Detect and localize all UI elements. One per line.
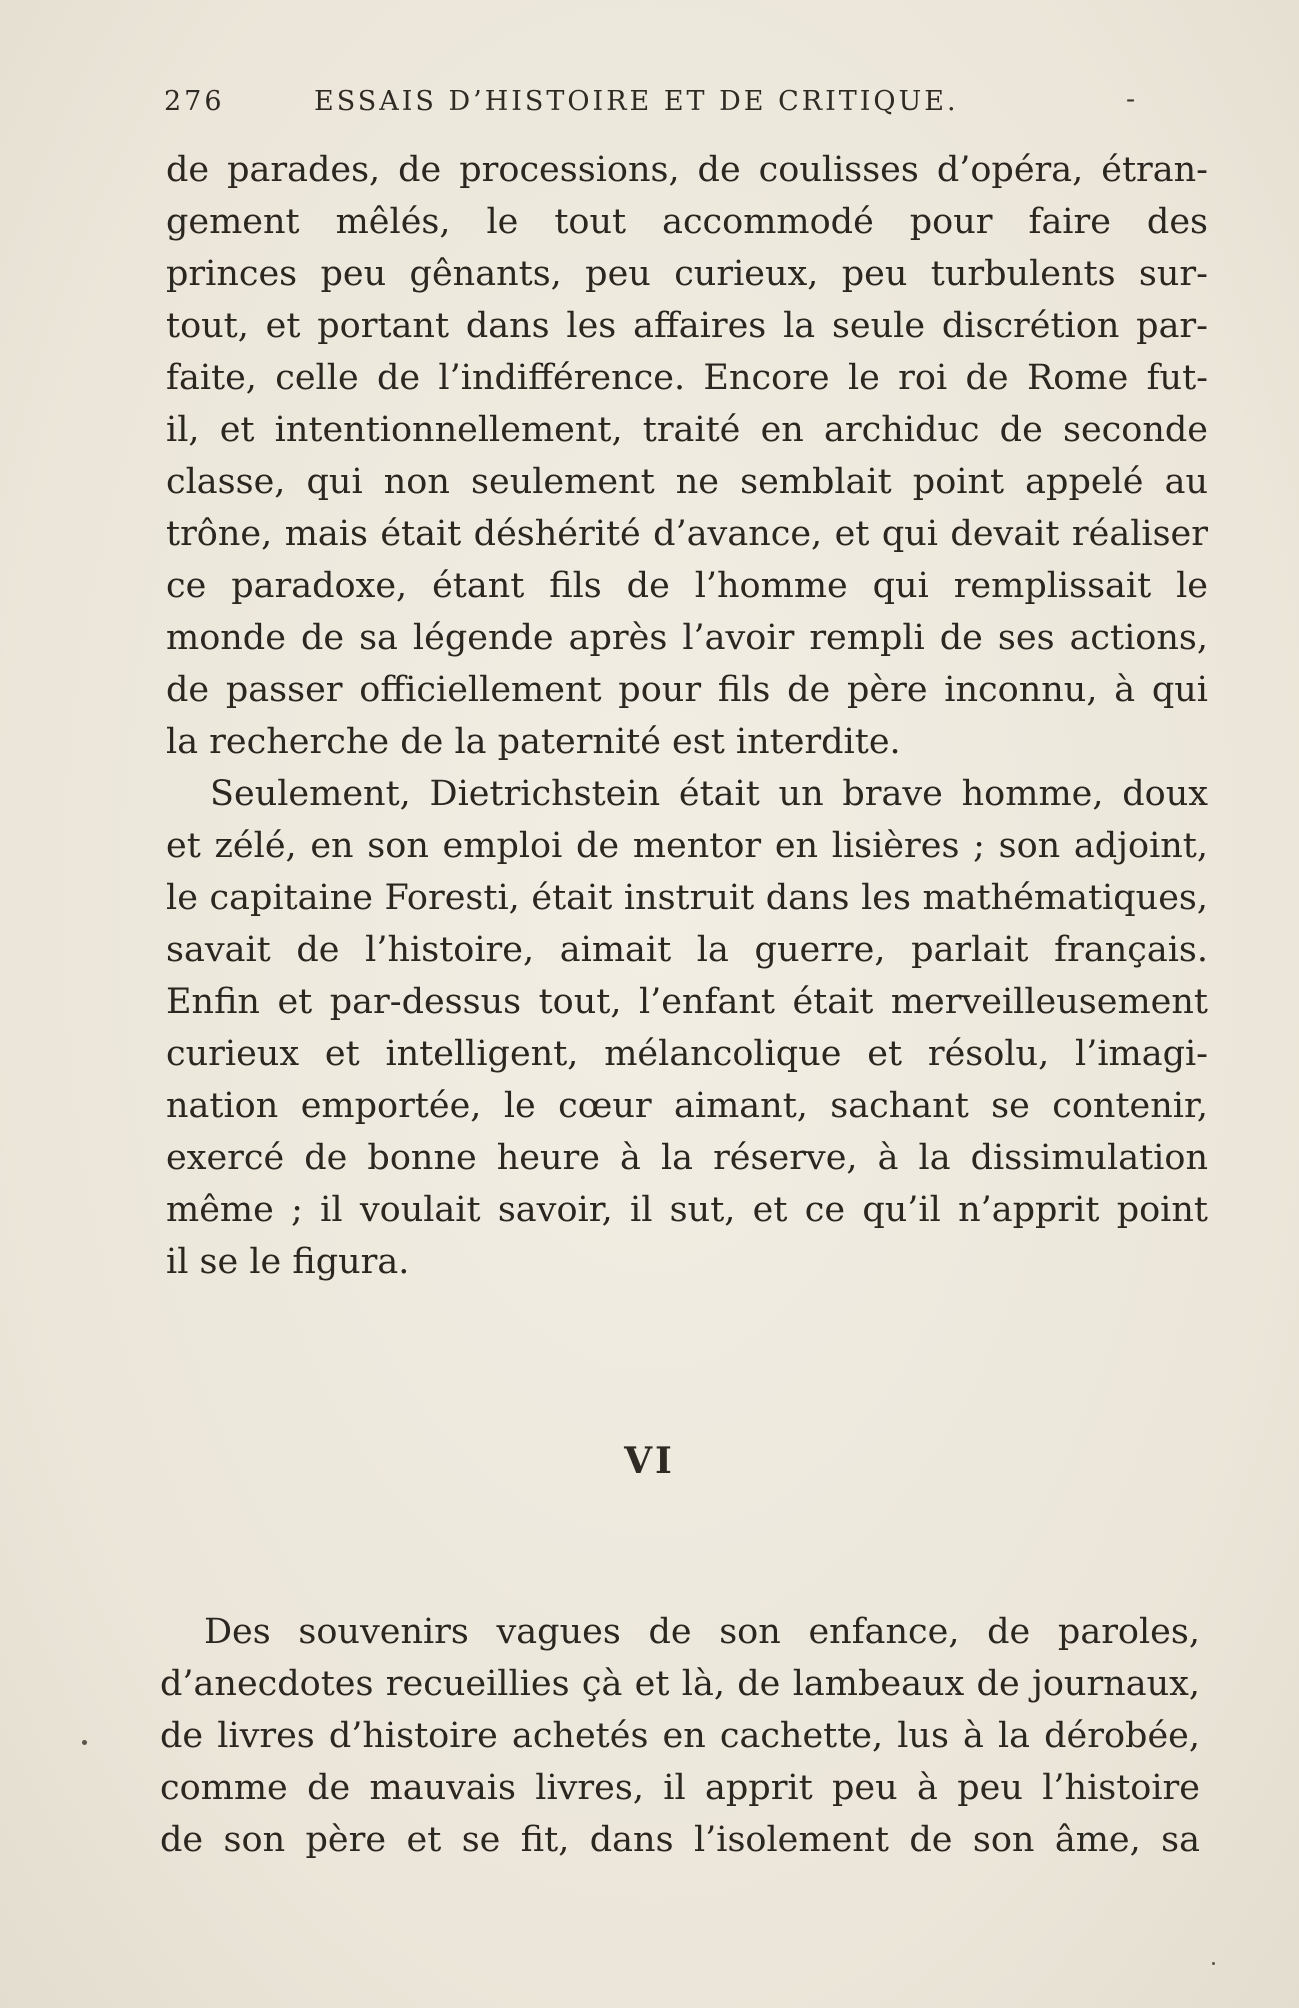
text-line: Des souvenirs vagues de son enfance, de paroles,: [204, 1612, 1200, 1652]
paragraph-continued: [166, 144, 1208, 768]
text-line: de livres d’histoire achetés en cachette, lus à la dérobée,: [160, 1716, 1200, 1756]
text-line: faite, celle de l’indifférence. Encore le roi de Rome fut-: [166, 358, 1208, 398]
text-line: classe, qui non seulement ne semblait point appelé au: [166, 462, 1208, 502]
section-heading: VI: [624, 1440, 675, 1482]
running-head: [164, 86, 1084, 126]
text-line: tout, et portant dans les affaires la seule discrétion par-: [166, 306, 1208, 346]
text-line: Seulement, Dietrichstein était un brave homme, doux: [210, 774, 1208, 814]
paragraph: [166, 768, 1208, 1288]
running-title: ESSAIS D’HISTOIRE ET DE CRITIQUE.: [314, 86, 959, 117]
text-line: de son père et se fit, dans l’isolement de son âme, sa: [160, 1820, 1200, 1860]
text-line: princes peu gênants, peu curieux, peu turbulents sur-: [166, 254, 1208, 294]
text-line: Enfin et par-dessus tout, l’enfant était merveilleusement: [166, 982, 1208, 1022]
text-line: il, et intentionnellement, traité en archiduc de seconde: [166, 410, 1208, 450]
text-line: même ; il voulait savoir, il sut, et ce qu’il n’apprit point: [166, 1190, 1208, 1230]
text-line: le capitaine Foresti, était instruit dans les mathématiques,: [166, 878, 1208, 918]
text-line: de parades, de processions, de coulisses d’opéra, étran-: [166, 150, 1208, 190]
text-line: et zélé, en son emploi de mentor en lisières ; son adjoint,: [166, 826, 1208, 866]
text-line: la recherche de la paternité est interdite.: [166, 722, 901, 762]
text-line: de passer officiellement pour fils de père inconnu, à qui: [166, 670, 1208, 710]
running-head-dash: -: [1126, 84, 1136, 115]
text-line: monde de sa légende après l’avoir rempli de ses actions,: [166, 618, 1208, 658]
ink-speck: [82, 1740, 87, 1745]
text-line: curieux et intelligent, mélancolique et résolu, l’imagi-: [166, 1034, 1208, 1074]
text-line: exercé de bonne heure à la réserve, à la dissimulation: [166, 1138, 1208, 1178]
text-line: ce paradoxe, étant fils de l’homme qui remplissait le: [166, 566, 1208, 606]
text-line: d’anecdotes recueillies çà et là, de lambeaux de journaux,: [160, 1664, 1200, 1704]
paragraph: [160, 1606, 1200, 1866]
text-line: gement mêlés, le tout accommodé pour faire des: [166, 202, 1208, 242]
page-number: 276: [164, 86, 225, 117]
text-line: savait de l’histoire, aimait la guerre, parlait français.: [166, 930, 1208, 970]
text-line: comme de mauvais livres, il apprit peu à peu l’histoire: [160, 1768, 1200, 1808]
text-line: il se le figura.: [166, 1242, 410, 1282]
ink-speck: [1212, 1962, 1215, 1965]
text-line: nation emportée, le cœur aimant, sachant se contenir,: [166, 1086, 1208, 1126]
text-line: trône, mais était déshérité d’avance, et qui devait réaliser: [166, 514, 1208, 554]
